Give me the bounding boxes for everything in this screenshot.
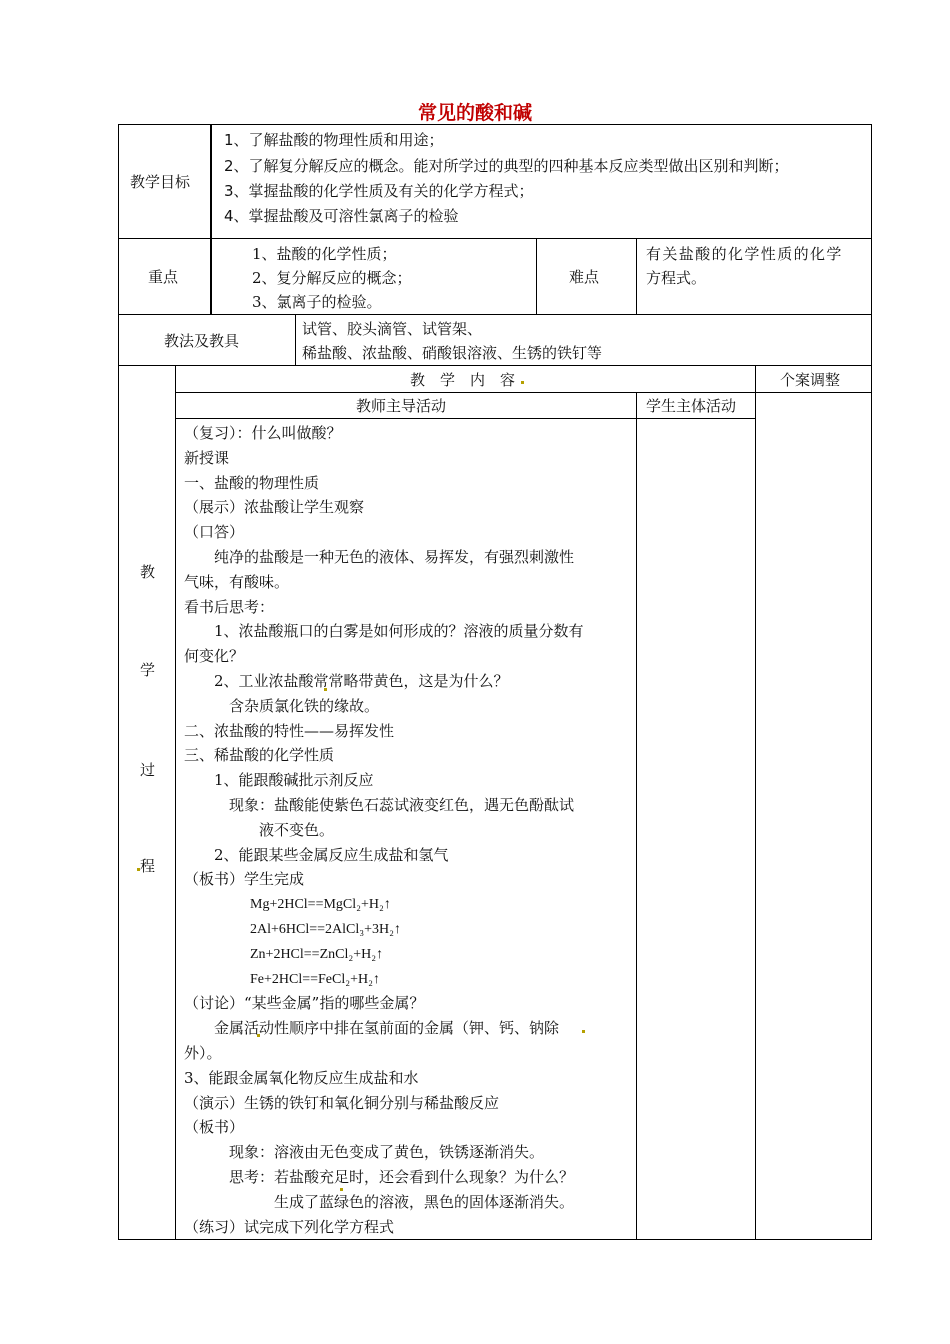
lesson-line: 一、盐酸的物理性质 [184, 474, 320, 492]
keypoints-label: 重点 [148, 268, 179, 286]
page-title: 常见的酸和碱 [417, 102, 532, 124]
difficulty-label: 难点 [569, 268, 600, 286]
lesson-line: 2、能跟某些金属反应生成盐和氢气 [184, 846, 449, 864]
scan-mark [137, 868, 140, 871]
scan-mark [582, 1030, 585, 1033]
objective-item-3: 3、掌握盐酸的化学性质及有关的化学方程式； [224, 182, 534, 200]
lesson-line: 生成了蓝绿色的溶液，黑色的固体逐渐消失。 [184, 1193, 575, 1211]
row-divider-2 [118, 314, 872, 315]
equation-line: 2Al+6HCl==2AlCl₃+3H₂↑ [250, 922, 402, 937]
lesson-line: 液不变色。 [184, 821, 335, 839]
lesson-line: 金属活动性顺序中排在氢前面的金属（钾、钙、钠除 [184, 1019, 560, 1037]
lesson-line: （板书）学生完成 [184, 870, 305, 888]
lesson-line: 外）。 [184, 1044, 222, 1062]
lesson-line: （展示）浓盐酸让学生观察 [184, 498, 365, 516]
lesson-line: 新授课 [184, 449, 230, 467]
lesson-line: 1、能跟酸碱批示剂反应 [184, 771, 374, 789]
lesson-line: 现象：溶液由无色变成了黄色，铁锈逐渐消失。 [184, 1143, 545, 1161]
table-border-top [118, 124, 872, 125]
keypoints-divider-a [536, 238, 537, 315]
process-label-char-2: 学 [140, 661, 156, 679]
difficulty-line-1: 有关盐酸的化学性质的化学 [646, 245, 843, 263]
methods-divider [295, 314, 296, 366]
methods-line-1: 试管、胶头滴管、试管架、 [302, 320, 483, 338]
process-label-divider [175, 365, 176, 1240]
lesson-line: 何变化？ [184, 647, 245, 665]
process-label-char-1: 教 [140, 563, 156, 581]
equation-line: Mg+2HCl==MgCl₂+H₂↑ [250, 897, 391, 912]
lesson-line: 二、浓盐酸的特性——易挥发性 [184, 722, 395, 740]
objectives-label: 教学目标 [130, 173, 191, 191]
lesson-line: 看书后思考： [184, 598, 275, 616]
keypoint-item-3: 3、氯离子的检验。 [252, 293, 382, 311]
methods-label: 教法及教具 [164, 332, 240, 350]
lesson-line: 3、能跟金属氧化物反应生成盐和水 [184, 1069, 419, 1087]
lesson-line: 三、稀盐酸的化学性质 [184, 746, 335, 764]
lesson-line: 纯净的盐酸是一种无色的液体、易挥发，有强烈刺激性 [184, 548, 575, 566]
lesson-line: （练习）试完成下列化学方程式 [184, 1218, 395, 1236]
equation-line: Fe+2HCl==FeCl₂+H₂↑ [250, 972, 381, 987]
student-header: 学生主体活动 [646, 397, 737, 415]
lesson-line: 2、工业浓盐酸常常略带黄色，这是为什么？ [184, 672, 509, 690]
keypoint-item-1: 1、盐酸的化学性质； [252, 245, 397, 263]
lesson-line: 含杂质氯化铁的缘故。 [184, 697, 380, 715]
lesson-line: （演示）生锈的铁钉和氧化铜分别与稀盐酸反应 [184, 1094, 500, 1112]
objective-item-4: 4、掌握盐酸及可溶性氯离子的检验 [224, 207, 459, 225]
objectives-divider [210, 124, 212, 315]
process-label-char-3: 过 [140, 761, 156, 779]
row-divider-1 [118, 238, 872, 239]
adjust-header: 个案调整 [780, 371, 841, 389]
teacher-header: 教师主导活动 [356, 397, 447, 415]
lesson-line: 思考：若盐酸充足时，还会看到什么现象？为什么？ [184, 1168, 575, 1186]
table-border-right [871, 124, 872, 1240]
adjust-divider [755, 365, 756, 1240]
content-header-divider [175, 392, 871, 393]
lesson-line: 1、浓盐酸瓶口的白雾是如何形成的？溶液的质量分数有 [184, 622, 584, 640]
keypoint-item-2: 2、复分解反应的概念； [252, 269, 412, 287]
methods-line-2: 稀盐酸、浓盐酸、硝酸银溶液、生锈的铁钉等 [302, 344, 603, 362]
objective-item-2: 2、了解复分解反应的概念。能对所学过的典型的四种基本反应类型做出区别和判断； [224, 157, 789, 175]
student-divider [636, 392, 637, 1240]
lesson-line: 现象：盐酸能使紫色石蕊试液变红色，遇无色酚酞试 [184, 796, 575, 814]
scan-mark [521, 381, 524, 384]
process-label-char-4: 程 [140, 857, 156, 875]
difficulty-line-2: 方程式。 [646, 269, 707, 287]
lesson-line: 气味，有酸味。 [184, 573, 290, 591]
lesson-line: （口答） [184, 523, 245, 541]
lesson-line: （讨论）“某些金属”指的哪些金属？ [184, 994, 425, 1012]
content-header: 教 学 内 容 [410, 371, 516, 389]
equation-line: Zn+2HCl==ZnCl₂+H₂↑ [250, 947, 384, 962]
lesson-line: （复习）：什么叫做酸？ [184, 424, 342, 442]
table-border-left [118, 124, 119, 1240]
keypoints-divider-b [636, 238, 637, 315]
lesson-line: （板书） [184, 1118, 245, 1136]
objective-item-1: 1、了解盐酸的物理性质和用途； [224, 131, 444, 149]
